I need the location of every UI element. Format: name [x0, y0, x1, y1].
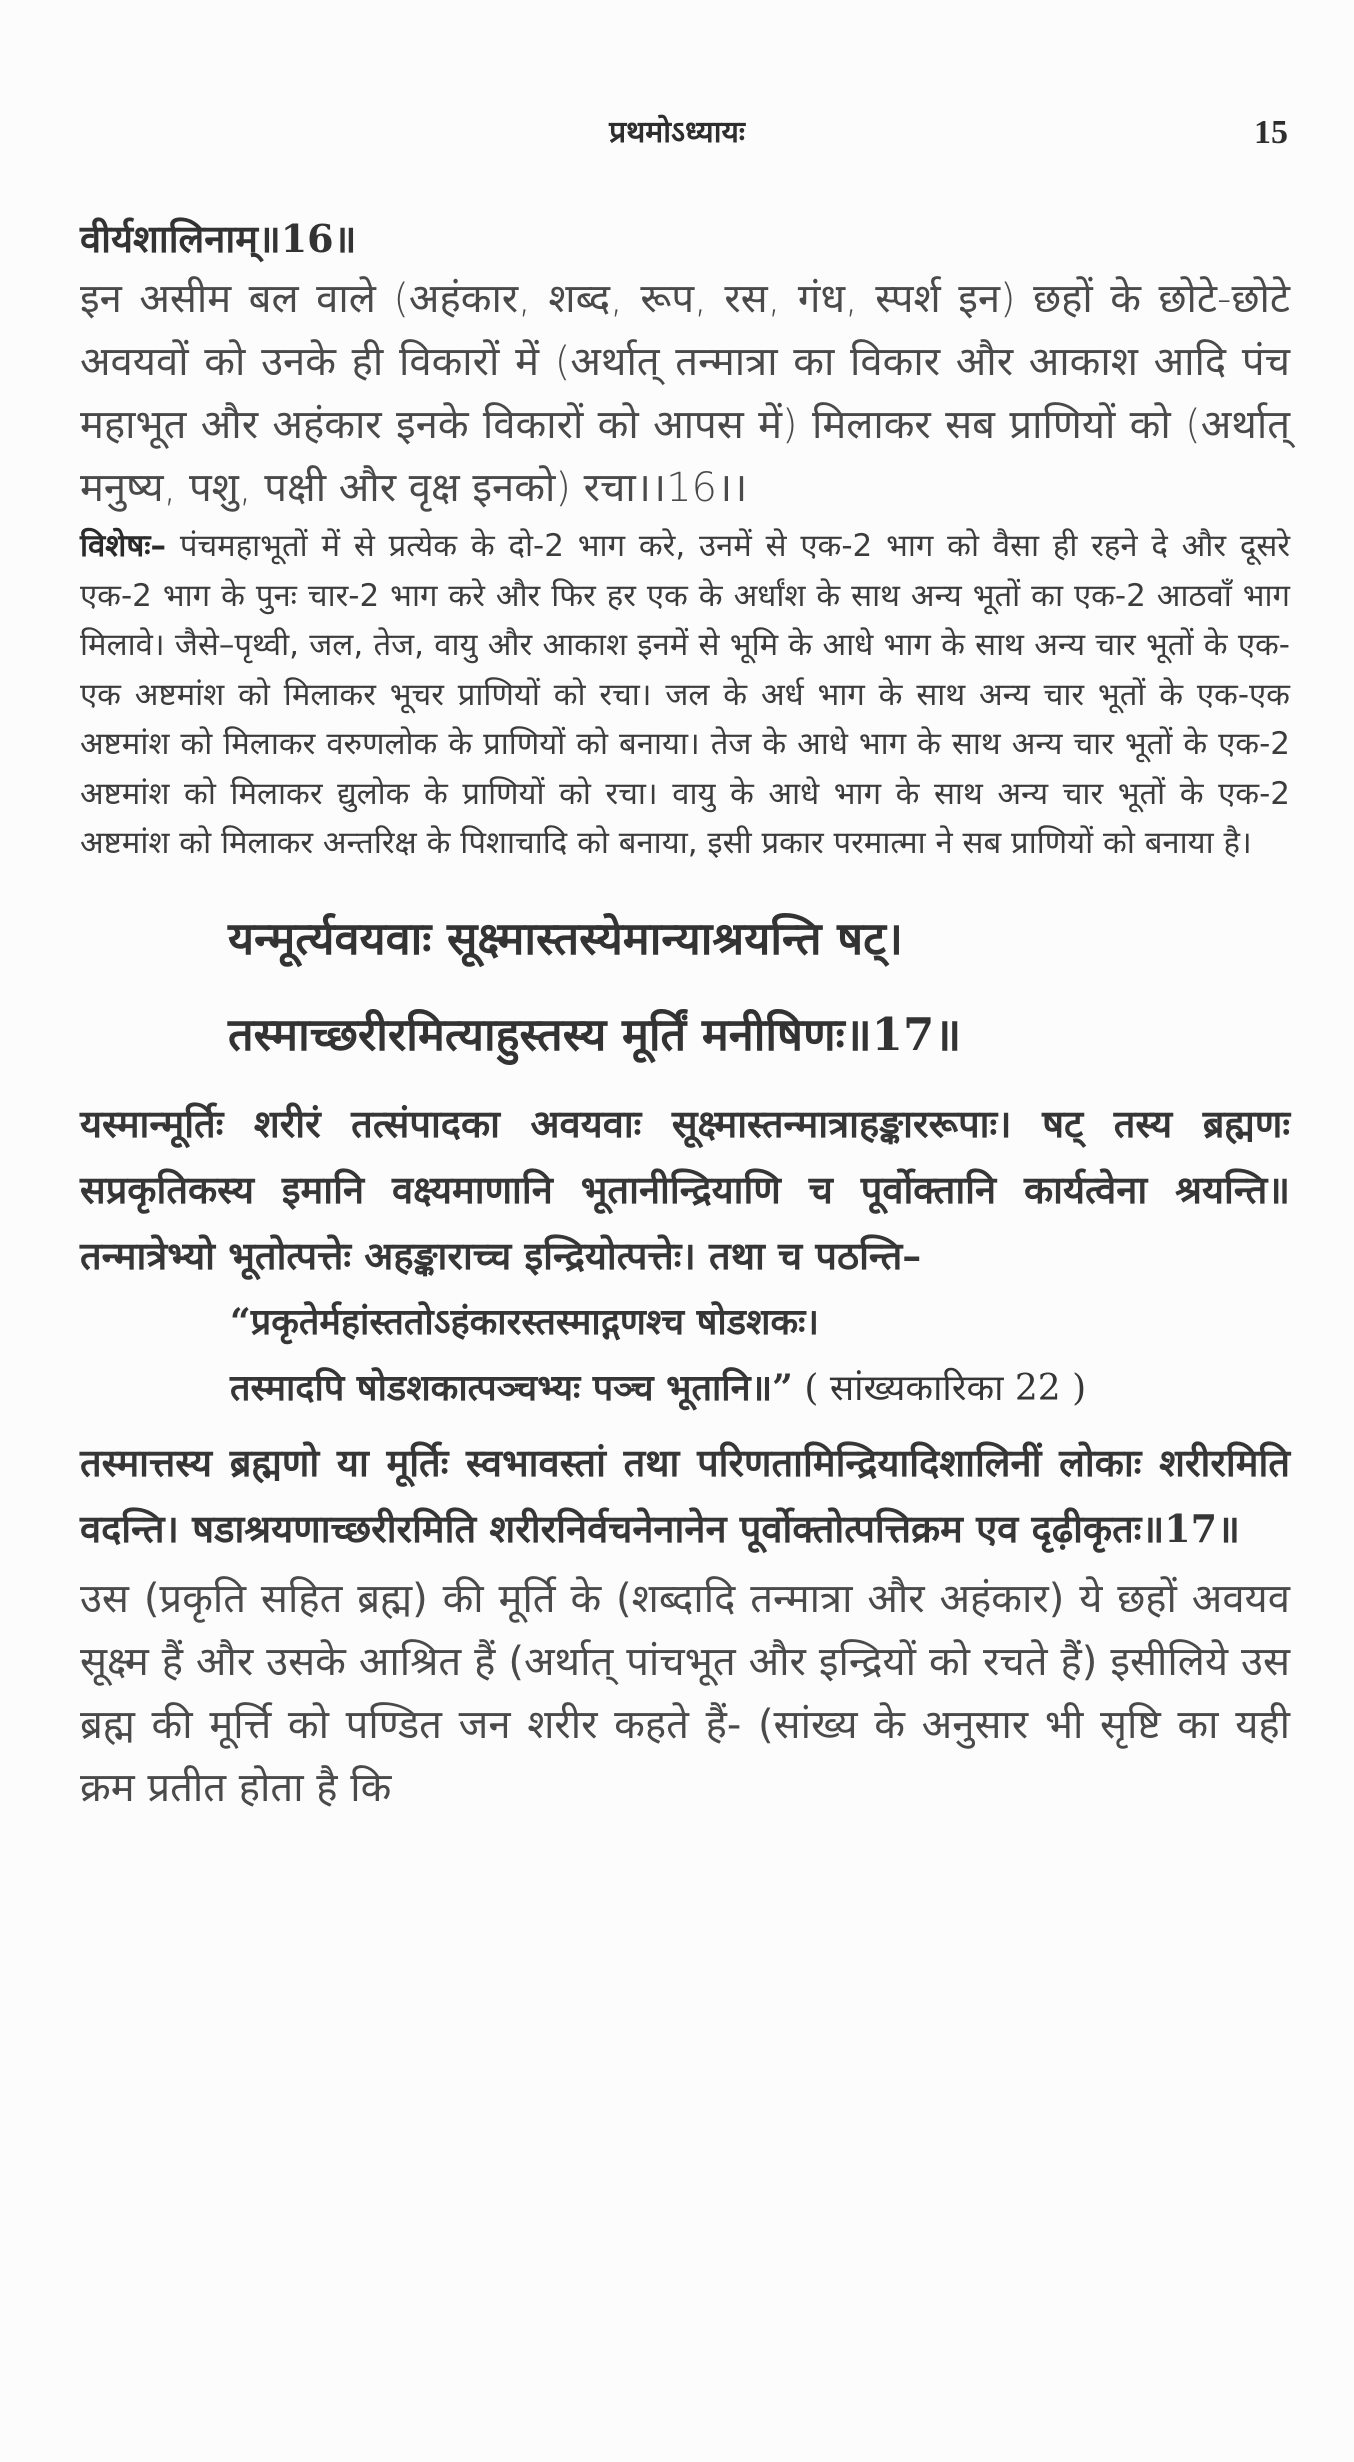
chapter-title: प्रथमोऽध्यायः	[609, 115, 745, 150]
sanskrit-commentary-1: यस्मान्मूर्तिः शरीरं तत्संपादका अवयवाः सूक्ष्मास्तन्मात्राहङ्काररूपाः। षट् तस्य ब्रह्मणः सप्रकृतिकस्य इमानि वक्ष्यमाणानि भूतानीन्द्रियाणि च पूर्वोक्तानि कार्यत्वेना श्रयन्ति॥ तन्मात्रेभ्यो भूतोत्पत्तेः अहङ्काराच्च इन्द्रियोत्पत्तेः। तथा च पठन्ति–	[80, 1100, 1290, 1278]
sanskrit-commentary-2: तस्मात्तस्य ब्रह्मणो या मूर्तिः स्वभावस्तां तथा परिणतामिन्द्रियादिशालिनीं लोकाः शरीरमिति वदन्ति। षडाश्रयणाच्छरीरमिति शरीरनिर्वचनेनानेन पूर्वोक्तोत्पत्तिक्रम एव दृढ़ीकृतः॥17॥	[80, 1439, 1290, 1551]
quote-line-2-text: तस्मादपि षोडशकात्पञ्चभ्यः पञ्च भूतानि॥”	[230, 1366, 793, 1409]
page-number: 15	[1254, 114, 1288, 151]
verse-17-shloka	[80, 891, 1290, 1083]
shloka-line-2: तस्माच्छरीरमित्याहुस्तस्य मूर्तिं मनीषिणः॥17॥	[228, 1007, 962, 1061]
quote-source: ( सांख्यकारिका 22 )	[792, 1367, 1087, 1409]
verse-16-hindi-translation: इन असीम बल वाले (अहंकार, शब्द, रूप, रस, गंध, स्पर्श इन) छहों के छोटे-छोटे अवयवों को उनके ही विकारों में (अर्थात् तन्मात्रा का विकार और आकाश आदि पंच महाभूत और अहंकार इनके विकारों को आपस में) मिलाकर सब प्राणियों को (अर्थात् मनुष्य, पशु, पक्षी और वृक्ष इनको) रचा।।16।।	[80, 276, 1290, 511]
quote-line-2	[230, 1355, 1290, 1422]
page-content	[80, 210, 1290, 1820]
quote-line-1: “प्रकृतेर्महांस्ततोऽहंकारस्तस्माद्गणश्च षोडशकः।	[230, 1300, 820, 1343]
verse-16-ending: वीर्यशालिनाम्॥16॥	[80, 216, 357, 261]
running-head	[0, 108, 1354, 158]
visesh-note	[80, 522, 1290, 869]
sankhya-quote	[80, 1289, 1290, 1422]
shloka-line-1: यन्मूर्त्यवयवाः सूक्ष्मास्तस्येमान्याश्रयन्ति षट्।	[228, 911, 903, 965]
visesh-label: विशेषः–	[80, 528, 167, 564]
visesh-text: पंचमहाभूतों में से प्रत्येक के दो-2 भाग करे, उनमें से एक-2 भाग को वैसा ही रहने दे और दूसरे एक-2 भाग के पुनः चार-2 भाग करे और फिर हर एक के अर्धांश के साथ अन्य भूतों का एक-2 आठवाँ भाग मिलावे। जैसे–पृथ्वी, जल, तेज, वायु और आकाश इनमें से भूमि के आधे भाग के साथ अन्य चार भूतों के एक-एक अष्टमांश को मिलाकर भूचर प्राणियों को रचा। जल के अर्ध भाग के साथ अन्य चार भूतों के एक-एक अष्टमांश को मिलाकर वरुणलोक के प्राणियों को बनाया। तेज के आधे भाग के साथ अन्य चार भूतों के एक-2 अष्टमांश को मिलाकर द्युलोक के प्राणियों को रचा। वायु के आधे भाग के साथ अन्य चार भूतों के एक-2 अष्टमांश को मिलाकर अन्तरिक्ष के पिशाचादि को बनाया, इसी प्रकार परमात्मा ने सब प्राणियों को बनाया है।	[80, 528, 1290, 861]
verse-17-hindi-translation: उस (प्रकृति सहित ब्रह्म) की मूर्ति के (शब्दादि तन्मात्रा और अहंकार) ये छहों अवयव सूक्ष्म हैं और उसके आश्रित हैं (अर्थात् पांचभूत और इन्द्रियों को रचते हैं) इसीलिये उस ब्रह्म की मूर्त्ति को पण्डित जन शरीर कहते हैं- (सांख्य के अनुसार भी सृष्टि का यही क्रम प्रतीत होता है कि	[80, 1575, 1290, 1811]
